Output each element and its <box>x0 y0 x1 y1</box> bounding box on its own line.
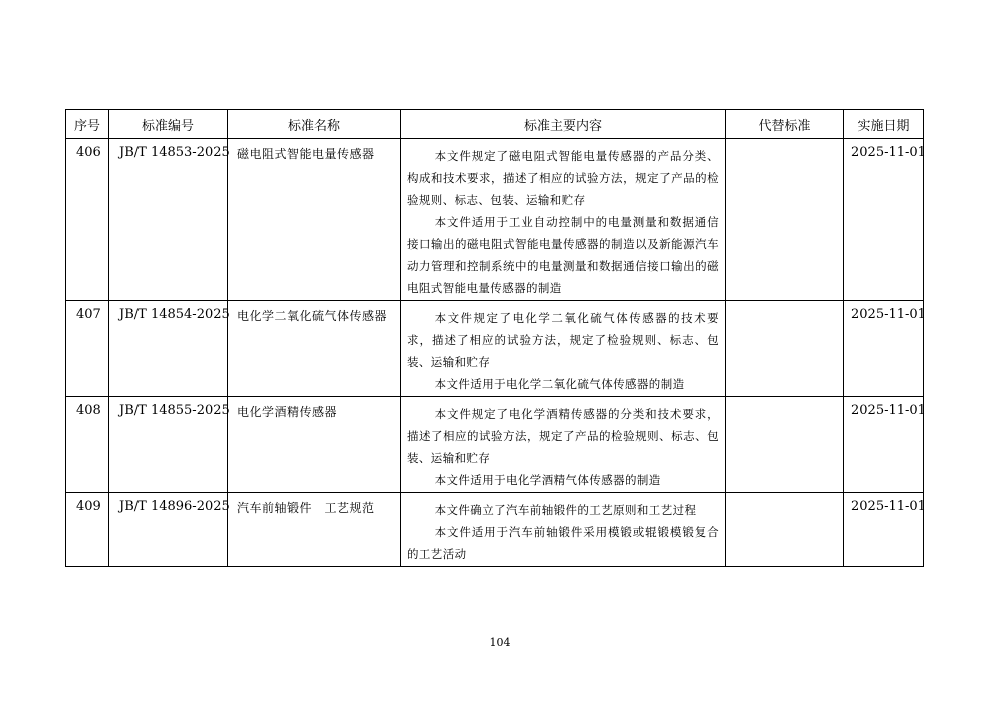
serial-no: 406 <box>66 139 109 301</box>
content-paragraph: 本文件确立了汽车前轴锻件的工艺原则和工艺过程 <box>434 503 697 517</box>
replaced-standard <box>726 397 844 493</box>
replaced-standard <box>726 493 844 567</box>
content-paragraph: 本文件规定了磁电阻式智能电量传感器的产品分类、构成和技术要求，描述了相应的试验方法，规定了产品的检验规则、标志、包装、运输和贮存 <box>407 149 719 207</box>
replaced-standard <box>726 301 844 397</box>
header-serial-no: 序号 <box>66 110 109 139</box>
table-header-row <box>66 110 924 139</box>
header-standard-name: 标准名称 <box>228 110 401 139</box>
content-paragraph: 本文件适用于电化学酒精气体传感器的制造 <box>434 473 661 487</box>
standard-code: JB/T 14854-2025 <box>109 301 228 397</box>
main-content <box>401 493 726 567</box>
table-row <box>66 397 924 493</box>
table-row <box>66 139 924 301</box>
content-paragraph: 本文件规定了电化学二氧化硫气体传感器的技术要求，描述了相应的试验方法，规定了检验规则、标志、包装、运输和贮存 <box>407 311 719 369</box>
main-content <box>401 397 726 493</box>
page-number: 104 <box>489 636 511 649</box>
standard-name: 电化学酒精传感器 <box>228 397 401 493</box>
standard-name: 汽车前轴锻件 工艺规范 <box>228 493 401 567</box>
serial-no: 409 <box>66 493 109 567</box>
standard-name: 电化学二氧化硫气体传感器 <box>228 301 401 397</box>
effective-date: 2025-11-01 <box>844 493 924 567</box>
main-content <box>401 139 726 301</box>
effective-date: 2025-11-01 <box>844 301 924 397</box>
standard-code: JB/T 14853-2025 <box>109 139 228 301</box>
header-replaced-standard: 代替标准 <box>726 110 844 139</box>
main-content <box>401 301 726 397</box>
content-paragraph: 本文件适用于电化学二氧化硫气体传感器的制造 <box>434 377 685 391</box>
standard-code: JB/T 14896-2025 <box>109 493 228 567</box>
standards-table <box>65 109 924 567</box>
effective-date: 2025-11-01 <box>844 397 924 493</box>
content-paragraph: 本文件适用于汽车前轴锻件采用模锻或辊锻模锻复合的工艺活动 <box>407 525 719 561</box>
content-paragraph: 本文件规定了电化学酒精传感器的分类和技术要求，描述了相应的试验方法，规定了产品的检验规则、标志、包装、运输和贮存 <box>407 407 719 465</box>
standard-name: 磁电阻式智能电量传感器 <box>228 139 401 301</box>
header-effective-date: 实施日期 <box>844 110 924 139</box>
content-paragraph: 本文件适用于工业自动控制中的电量测量和数据通信接口输出的磁电阻式智能电量传感器的制造以及新能源汽车动力管理和控制系统中的电量测量和数据通信接口输出的磁电阻式智能电量传感器的制造 <box>407 215 719 295</box>
header-main-content: 标准主要内容 <box>401 110 726 139</box>
table-row <box>66 301 924 397</box>
serial-no: 408 <box>66 397 109 493</box>
standard-code: JB/T 14855-2025 <box>109 397 228 493</box>
table-row <box>66 493 924 567</box>
replaced-standard <box>726 139 844 301</box>
header-standard-code: 标准编号 <box>109 110 228 139</box>
serial-no: 407 <box>66 301 109 397</box>
effective-date: 2025-11-01 <box>844 139 924 301</box>
